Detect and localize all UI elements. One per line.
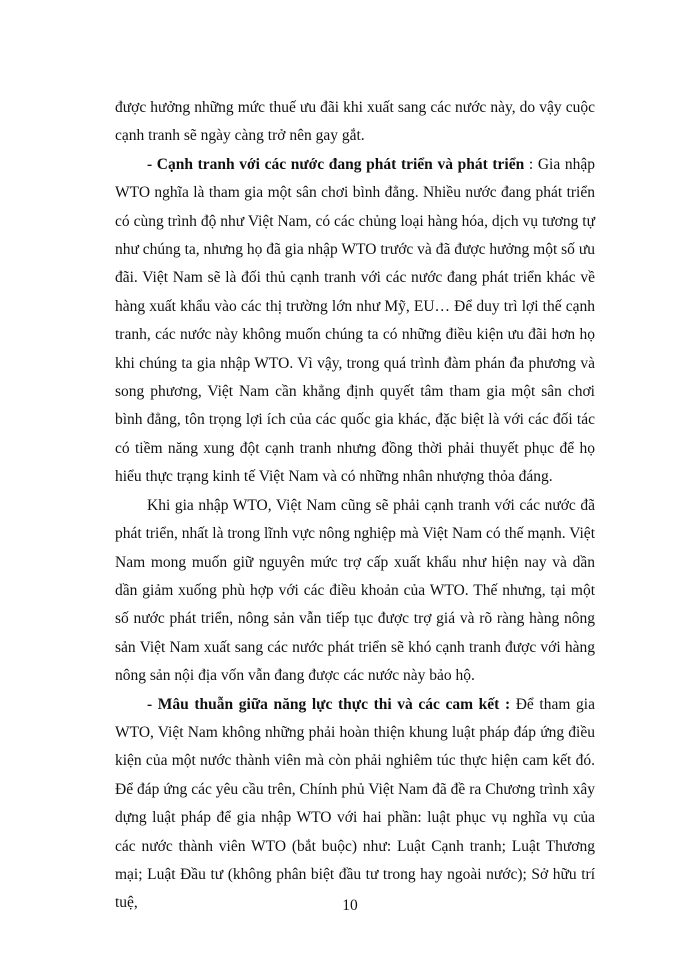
document-body bbox=[115, 94, 595, 918]
paragraph-2-heading: - Cạnh tranh với các nước đang phát triển và phát triển bbox=[147, 155, 525, 173]
paragraph-2-body: : Gia nhập WTO nghĩa là tham gia một sân chơi bình đẳng. Nhiều nước đang phát triển có cùng trình độ như Việt Nam, có các chủng loại hàng hóa, dịch vụ tương tự như chúng ta, nhưng họ đã gia nhập WTO trước và đã được hưởng một số ưu đãi. Việt Nam sẽ là đối thủ cạnh tranh với các nước đang phát triển khác về hàng xuất khẩu vào các thị trường lớn như Mỹ, EU… Để duy trì lợi thế cạnh tranh, các nước này không muốn chúng ta có những điều kiện ưu đãi hơn họ khi chúng ta gia nhập WTO. Vì vậy, trong quá trình đàm phán đa phương và song phương, Việt Nam cần khẳng định quyết tâm tham gia một sân chơi bình đẳng, tôn trọng lợi ích của các quốc gia khác, đặc biệt là với các đối tác có tiềm năng xung đột cạnh tranh nhưng đồng thời phải thuyết phục để họ hiểu thực trạng kinh tế Việt Nam và có những nhân nhượng thỏa đáng. bbox=[115, 155, 595, 486]
paragraph-1: được hưởng những mức thuế ưu đãi khi xuất sang các nước này, do vậy cuộc cạnh tranh sẽ ngày càng trở nên gay gắt. bbox=[115, 99, 595, 145]
paragraph-2 bbox=[115, 151, 595, 492]
page-number: 10 bbox=[342, 897, 358, 914]
paragraph-4-heading: - Mâu thuẫn giữa năng lực thực thi và các cam kết : bbox=[147, 695, 511, 713]
paragraph-3: Khi gia nhập WTO, Việt Nam cũng sẽ phải cạnh tranh với các nước đã phát triển, nhất là trong lĩnh vực nông nghiệp mà Việt Nam có thế mạnh. Việt Nam mong muốn giữ nguyên mức trợ cấp xuất khẩu như hiện nay và dần dần giảm xuống phù hợp với các điều khoản của WTO. Thế nhưng, tại một số nước phát triển, nông sản vẫn tiếp tục được trợ giá và rõ ràng hàng nông sản Việt Nam xuất sang các nước phát triển sẽ khó cạnh tranh được với hàng nông sản nội địa vốn vẫn đang được các nước này bảo hộ. bbox=[115, 496, 595, 685]
paragraph-4-body: Để tham gia WTO, Việt Nam không những phải hoàn thiện khung luật pháp đáp ứng điều kiện của một nước thành viên mà còn phải nghiêm túc thực hiện cam kết đó. Để đáp ứng các yêu cầu trên, Chính phủ Việt Nam đã đề ra Chương trình xây dựng luật pháp để gia nhập WTO với hai phần: luật phục vụ nghĩa vụ của các nước thành viên WTO (bắt buộc) như: Luật Cạnh tranh; Luật Thương mại; Luật Đầu tư (không phân biệt đầu tư trong hay ngoài nước); Sở hữu trí tuệ, bbox=[115, 695, 595, 912]
paragraph-4 bbox=[115, 691, 595, 918]
